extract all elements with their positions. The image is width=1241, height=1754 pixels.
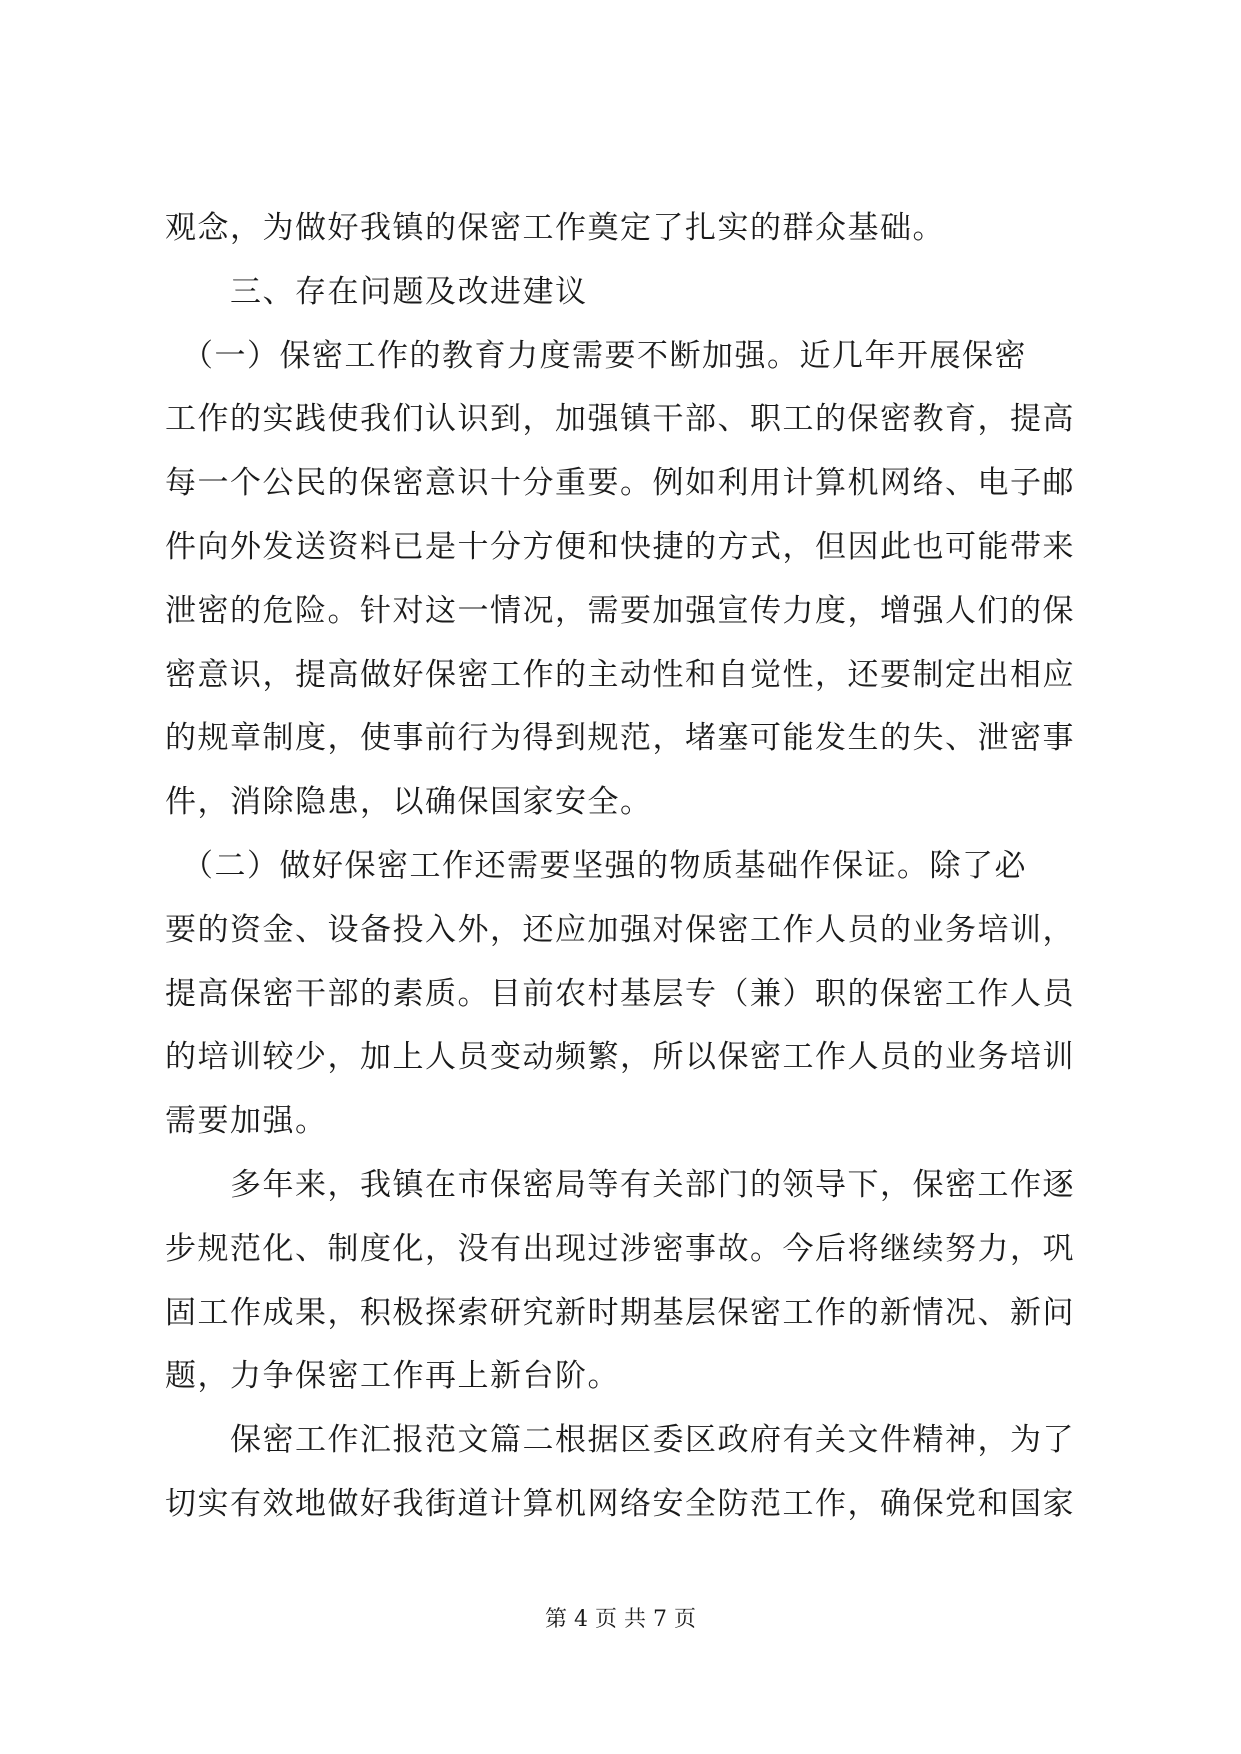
text-line: 的规章制度，使事前行为得到规范，堵塞可能发生的失、泄密事 <box>165 720 1075 757</box>
text-line: 观念，为做好我镇的保密工作奠定了扎实的群众基础。 <box>165 210 945 246</box>
text-line: 的培训较少，加上人员变动频繁，所以保密工作人员的业务培训 <box>165 1039 1075 1076</box>
text-line: 题，力争保密工作再上新台阶。 <box>165 1358 620 1395</box>
text-line: 密意识，提高做好保密工作的主动性和自觉性，还要制定出相应 <box>165 656 1075 693</box>
text-line: 提高保密干部的素质。目前农村基层专（兼）职的保密工作人员 <box>165 975 1075 1012</box>
text-line: 多年来，我镇在市保密局等有关部门的领导下，保密工作逐 <box>165 1166 1075 1203</box>
text-line: 切实有效地做好我街道计算机网络安全防范工作，确保党和国家 <box>165 1485 1075 1522</box>
body-text <box>165 197 1085 1537</box>
text-line: （二）做好保密工作还需要坚强的物质基础作保证。除了必 <box>165 847 1027 884</box>
text-line: 每一个公民的保密意识十分重要。例如利用计算机网络、电子邮 <box>165 465 1075 502</box>
text-line: 件，消除隐患，以确保国家安全。 <box>165 784 653 821</box>
page-number: 第 4 页 共 7 页 <box>545 1607 696 1632</box>
text-line: 保密工作汇报范文篇二根据区委区政府有关文件精神，为了 <box>165 1422 1075 1459</box>
text-line: 固工作成果，积极探索研究新时期基层保密工作的新情况、新问 <box>165 1294 1075 1331</box>
text-line: 步规范化、制度化，没有出现过涉密事故。今后将继续努力，巩 <box>165 1230 1075 1267</box>
text-line: 要的资金、设备投入外，还应加强对保密工作人员的业务培训， <box>165 911 1075 948</box>
page-footer <box>0 1605 1241 1635</box>
text-line: 工作的实践使我们认识到，加强镇干部、职工的保密教育，提高 <box>165 401 1075 438</box>
text-line: 件向外发送资料已是十分方便和快捷的方式，但因此也可能带来 <box>165 528 1075 565</box>
text-line: 需要加强。 <box>165 1103 328 1140</box>
section-heading: 三、存在问题及改进建议 <box>165 273 588 310</box>
text-line: 泄密的危险。针对这一情况，需要加强宣传力度，增强人们的保 <box>165 592 1075 629</box>
text-line: （一）保密工作的教育力度需要不断加强。近几年开展保密 <box>165 337 1027 374</box>
